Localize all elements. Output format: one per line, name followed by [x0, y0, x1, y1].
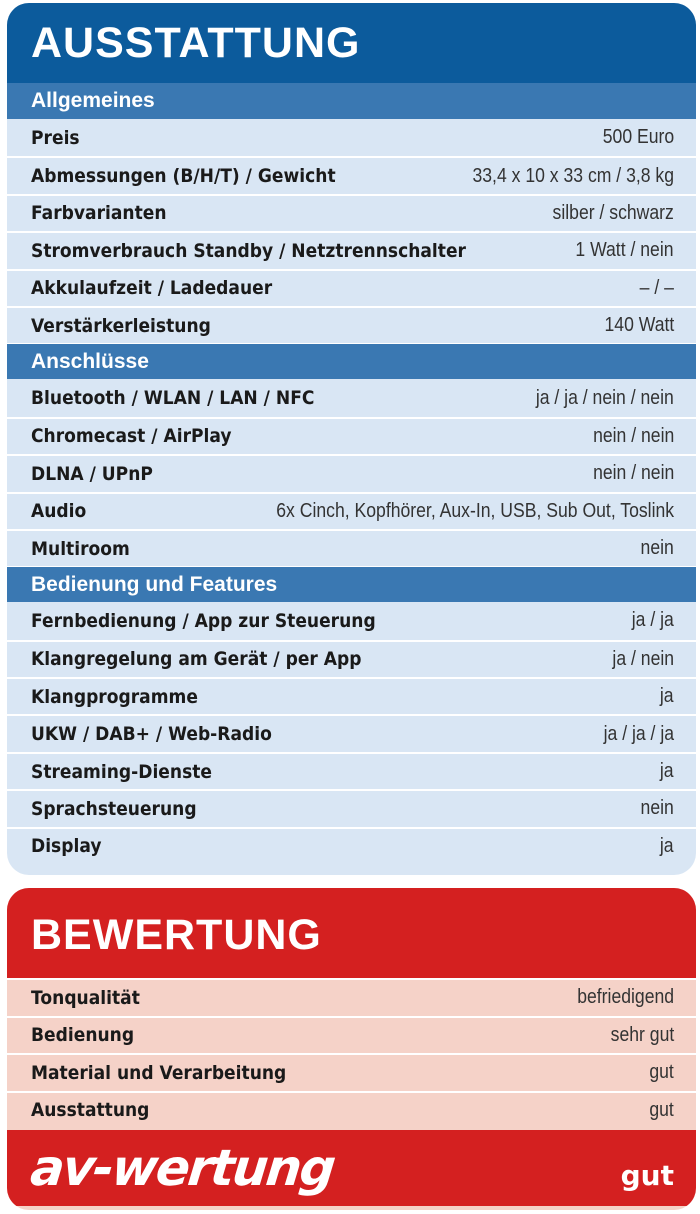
- section-bedienung: [7, 602, 696, 864]
- spec-label: DLNA / UPnP: [31, 462, 153, 485]
- spec-label: Sprachsteuerung: [31, 797, 197, 820]
- spec-value: nein: [640, 797, 674, 820]
- spec-value: 1 Watt / nein: [575, 239, 674, 262]
- spec-value: nein / nein: [592, 424, 674, 447]
- spec-value: ja / ja: [631, 609, 674, 632]
- spec-row-klangregelung: [7, 640, 696, 677]
- spec-row-fernbedienung: [7, 602, 696, 639]
- spec-label: UKW / DAB+ / Web-Radio: [31, 723, 272, 746]
- verdict-value: gut: [620, 1158, 674, 1192]
- spec-row-multiroom: [7, 529, 696, 566]
- spec-label: Verstärkerleistung: [31, 314, 211, 337]
- spec-label: Bluetooth / WLAN / LAN / NFC: [31, 387, 315, 410]
- rating-label: Material und Verarbeitung: [31, 1061, 287, 1084]
- spec-label: Klangregelung am Gerät / per App: [31, 648, 362, 671]
- rating-value: sehr gut: [610, 1023, 674, 1046]
- ausstattung-title: AUSSTATTUNG: [7, 3, 696, 83]
- bewertung-card: [7, 888, 696, 1210]
- rating-row-bedienung: [7, 1016, 696, 1054]
- spec-value: ja / nein: [612, 647, 674, 670]
- spec-row-sprachsteuerung: [7, 789, 696, 826]
- spec-value: silber / schwarz: [552, 201, 674, 224]
- spec-row-akkulaufzeit: [7, 269, 696, 306]
- verdict-footer: [7, 1130, 696, 1206]
- rating-label: Ausstattung: [31, 1099, 150, 1122]
- av-wertung-logo: av-wertung: [27, 1139, 337, 1197]
- spec-label: Chromecast / AirPlay: [31, 425, 232, 448]
- spec-value: ja / ja / nein / nein: [536, 386, 674, 409]
- spec-value: ja / ja / ja: [603, 722, 674, 745]
- spec-value: 500 Euro: [602, 126, 674, 149]
- spec-row-radio: [7, 714, 696, 751]
- bewertung-rows: [7, 978, 696, 1128]
- rating-label: Bedienung: [31, 1024, 135, 1047]
- spec-label: Streaming-Dienste: [31, 760, 213, 783]
- spec-label: Klangprogramme: [31, 685, 198, 708]
- rating-label: Tonqualität: [31, 986, 140, 1009]
- rating-value: gut: [649, 1098, 674, 1121]
- spec-value: – / –: [639, 276, 674, 299]
- spec-value: 33,4 x 10 x 33 cm / 3,8 kg: [472, 164, 674, 187]
- spec-value: nein / nein: [592, 462, 674, 485]
- rating-value: gut: [649, 1061, 674, 1084]
- spec-row-farbvarianten: [7, 194, 696, 231]
- section-allgemeines: [7, 119, 696, 343]
- spec-row-verstaerkerleistung: [7, 306, 696, 343]
- spec-row-dlna: [7, 454, 696, 491]
- spec-value: ja: [660, 760, 674, 783]
- spec-label: Stromverbrauch Standby / Netztrennschalter: [31, 239, 466, 262]
- spec-label: Multiroom: [31, 537, 130, 560]
- spec-label: Akkulaufzeit / Ladedauer: [31, 277, 273, 300]
- spec-label: Display: [31, 835, 102, 858]
- rating-row-tonqualitaet: [7, 978, 696, 1016]
- section-bedienung-title: Bedienung und Features: [7, 566, 696, 602]
- spec-row-klangprogramme: [7, 677, 696, 714]
- spec-label: Fernbedienung / App zur Steuerung: [31, 609, 376, 632]
- bewertung-title: BEWERTUNG: [7, 888, 696, 978]
- spec-row-audio: [7, 492, 696, 529]
- ausstattung-card: [7, 3, 696, 875]
- spec-value: ja: [660, 834, 674, 857]
- rating-row-material: [7, 1053, 696, 1091]
- spec-label: Farbvarianten: [31, 202, 167, 225]
- spec-row-preis: [7, 119, 696, 156]
- spec-value: 140 Watt: [604, 314, 674, 337]
- spec-value: 6x Cinch, Kopfhörer, Aux-In, USB, Sub Out, Toslink: [276, 499, 674, 522]
- spec-value: nein: [640, 537, 674, 560]
- spec-row-stromverbrauch: [7, 231, 696, 268]
- section-allgemeines-title: Allgemeines: [7, 83, 696, 119]
- spec-label: Audio: [31, 500, 87, 523]
- spec-label: Abmessungen (B/H/T) / Gewicht: [31, 165, 336, 188]
- spec-row-streaming: [7, 752, 696, 789]
- rating-row-ausstattung: [7, 1091, 696, 1129]
- spec-value: ja: [660, 685, 674, 708]
- rating-value: befriedigend: [577, 986, 674, 1009]
- spec-row-bluetooth: [7, 379, 696, 416]
- spec-row-chromecast: [7, 417, 696, 454]
- section-anschluesse: [7, 379, 696, 566]
- section-anschluesse-title: Anschlüsse: [7, 343, 696, 379]
- spec-row-abmessungen: [7, 156, 696, 193]
- spec-label: Preis: [31, 126, 80, 149]
- spec-row-display: [7, 827, 696, 864]
